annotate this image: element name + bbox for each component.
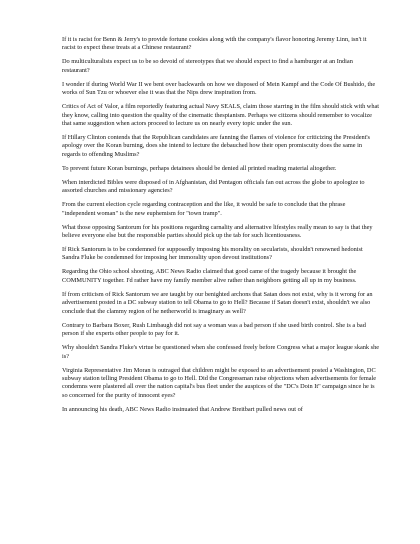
paragraph: If Rick Santorum is to be condemned for supposedly imposing his morality on secularists, shouldn't renowned hedonist Sandra Fluke be condemned for imposing her immorality upon devout institutions? — [62, 246, 363, 262]
paragraph: If from criticism of Rick Santorum we are taught by our benighted archons that Satan does not exist, why is it wrong for an advertisement posted in a DC subway station to tell Obama to go to Hell? Because if Satan doesn't exist, shouldn't we also conclude that the clammy region of he netherworld is imaginary as well? — [62, 290, 373, 315]
paragraph: Critics of Act of Valor, a film reportedly featuring actual Navy SEALS, claim those starring in the film should stick with what they know, calling into question the quality of the cinematic thespianism. Perhaps we citizens should remember to vocalize that same suggestion when actors proceed to lecture us on nearly every topic under the sun. — [62, 103, 380, 128]
paragraph: When interdicted Bibles were disposed of in Afghanistan, did Pentagon officials fan out across the globe to apologize to assorted churches and missionary agencies? — [62, 178, 365, 195]
paragraph: From the current election cycle regarding contraception and the like, it would be safe to conclude that the phrase "independent woman" is the new euphemism for "town tramp". — [62, 201, 346, 217]
paragraph: Virginia Representative Jim Moran is outraged that children might be exposed to an advertisement posted a Washington, DC subway station telling President Obama to go to Hell. Did the Congressman raise objections when advertisements for female condemns were plastered all over the nation capital's bus fleet under the auspices of the "DC's Doin It" campaign since he is so concerned for the purity of innocent eyes? — [62, 366, 377, 399]
paragraph: Regarding the Ohio school shooting, ABC News Radio claimed that good came of the tragedy because it brought the COMMUNITY together. I'd rather have my family member alive rather than neighbors getting all up in my business. — [62, 268, 357, 284]
paragraph: Contrary to Barbara Boxer, Rush Limbaugh did not say a woman was a bad person if she used birth control. She is a bad person if she experts other people to pay for it. — [62, 321, 366, 338]
paragraph: To prevent future Koran burnings, perhaps detainees should be denied all printed reading material altogether. — [62, 164, 337, 172]
paragraph: Why shouldn't Sandra Fluke's virtue be questioned when she confessed freely before Congress what a major league skank she is? — [62, 344, 380, 360]
paragraph: If it is racist for Benn & Jerry's to provide fortune cookies along with the company's flavor honoring Jeremy Linn, isn't it racist to expect these treats at a Chinese restaurant? — [62, 36, 367, 52]
paragraph: What those opposing Santorum for his positions regarding carnality and alternative lifestyles really mean to say is that they believe everyone else but the responsible parties should pick up the tab for such licentiousness. — [62, 223, 373, 240]
paragraph: In announcing his death, ABC News Radio insinuated that Andrew Breitbart pulled news out of — [62, 405, 303, 413]
paragraph: Do multiculturalists expect us to be so devoid of stereotypes that we should expect to find a hamburger at an Indian restaurant? — [62, 58, 353, 74]
paragraph: I wonder if during World War II we bent over backwards on how we disposed of Mein Kampf and the Code Of Bushido, the works of Sun Tzu or whoever else it was that the Nips drew inspiration from. — [62, 80, 376, 97]
paragraph: If Hillary Clinton contends that the Republican candidates are fanning the flames of violence for criticizing the President's apology over the Koran burning, does she intend to lecture the debauched how their open promiscuity does the same in regards to offending Muslims? — [62, 134, 371, 158]
